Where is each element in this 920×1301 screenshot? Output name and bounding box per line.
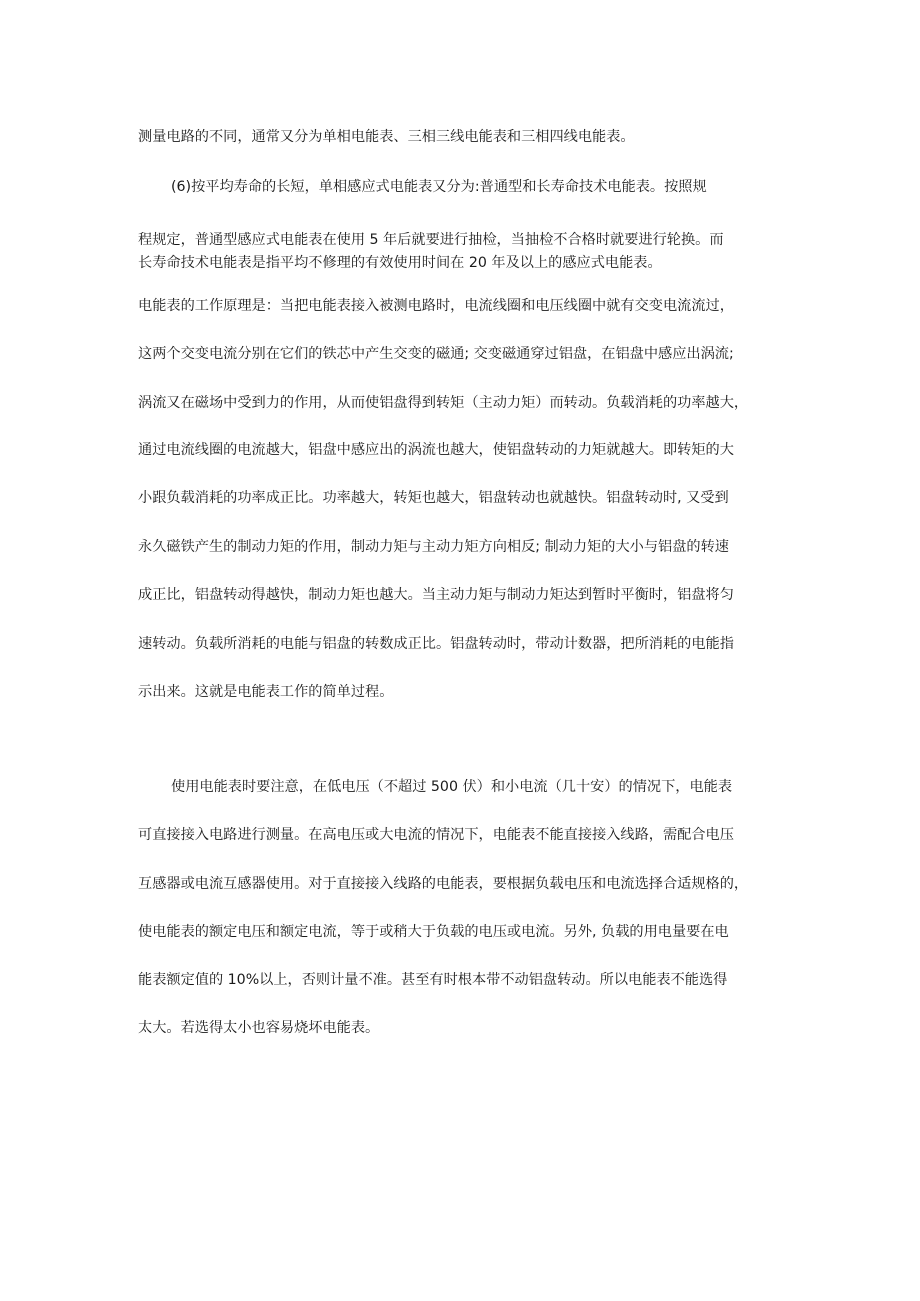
paragraph-line: 小跟负载消耗的功率成正比。功率越大，转矩也越大，铝盘转动也就越快。铝盘转动时, 又受到 bbox=[138, 490, 729, 506]
paragraph-line: 这两个交变电流分别在它们的铁芯中产生交变的磁通; 交变磁通穿过铝盘，在铝盘中感应出涡流; bbox=[138, 346, 734, 362]
paragraph-line: 电能表的工作原理是：当把电能表接入被测电路时，电流线圈和电压线圈中就有交变电流流过， bbox=[138, 298, 734, 314]
paragraph-line: 可直接接入电路进行测量。在高电压或大电流的情况下，电能表不能直接接入线路，需配合电压 bbox=[138, 827, 734, 843]
paragraph-line: 测量电路的不同，通常又分为单相电能表、三相三线电能表和三相四线电能表。 bbox=[138, 129, 635, 145]
paragraph-line: 互感器或电流互感器使用。对于直接接入线路的电能表，要根据负载电压和电流选择合适规格的， bbox=[138, 876, 749, 892]
paragraph-line: 程规定，普通型感应式电能表在使用 5 年后就要进行抽检，当抽检不合格时就要进行轮换。而 bbox=[138, 232, 724, 248]
paragraph-line: 涡流又在磁场中受到力的作用，从而使铝盘得到转矩（主动力矩）而转动。负载消耗的功率越大， bbox=[138, 395, 749, 411]
paragraph-line: 长寿命技术电能表是指平均不修理的有效使用时间在 20 年及以上的感应式电能表。 bbox=[138, 255, 662, 271]
paragraph-line: 示出来。这就是电能表工作的简单过程。 bbox=[138, 684, 394, 700]
paragraph-line: 使电能表的额定电压和额定电流，等于或稍大于负载的电压或电流。另外, 负载的用电量要在电 bbox=[138, 924, 729, 940]
paragraph-line: 太大。若选得太小也容易烧坏电能表。 bbox=[138, 1020, 380, 1036]
paragraph-line: 使用电能表时要注意，在低电压（不超过 500 伏）和小电流（几十安）的情况下，电能表 bbox=[171, 779, 733, 795]
paragraph-line: 成正比，铝盘转动得越快，制动力矩也越大。当主动力矩与制动力矩达到暂时平衡时，铝盘将匀 bbox=[138, 587, 734, 603]
paragraph-line: 速转动。负载所消耗的电能与铝盘的转数成正比。铝盘转动时，带动计数器，把所消耗的电能指 bbox=[138, 636, 734, 652]
paragraph-line: 能表额定值的 10%以上，否则计量不准。甚至有时根本带不动铝盘转动。所以电能表不能选得 bbox=[138, 972, 728, 988]
paragraph-line: 永久磁铁产生的制动力矩的作用，制动力矩与主动力矩方向相反; 制动力矩的大小与铝盘的转速 bbox=[138, 539, 729, 555]
paragraph-line: 通过电流线圈的电流越大，铝盘中感应出的涡流也越大，使铝盘转动的力矩就越大。即转矩的大 bbox=[138, 442, 734, 458]
paragraph-line: (6)按平均寿命的长短，单相感应式电能表又分为:普通型和长寿命技术电能表。按照规 bbox=[171, 179, 707, 195]
